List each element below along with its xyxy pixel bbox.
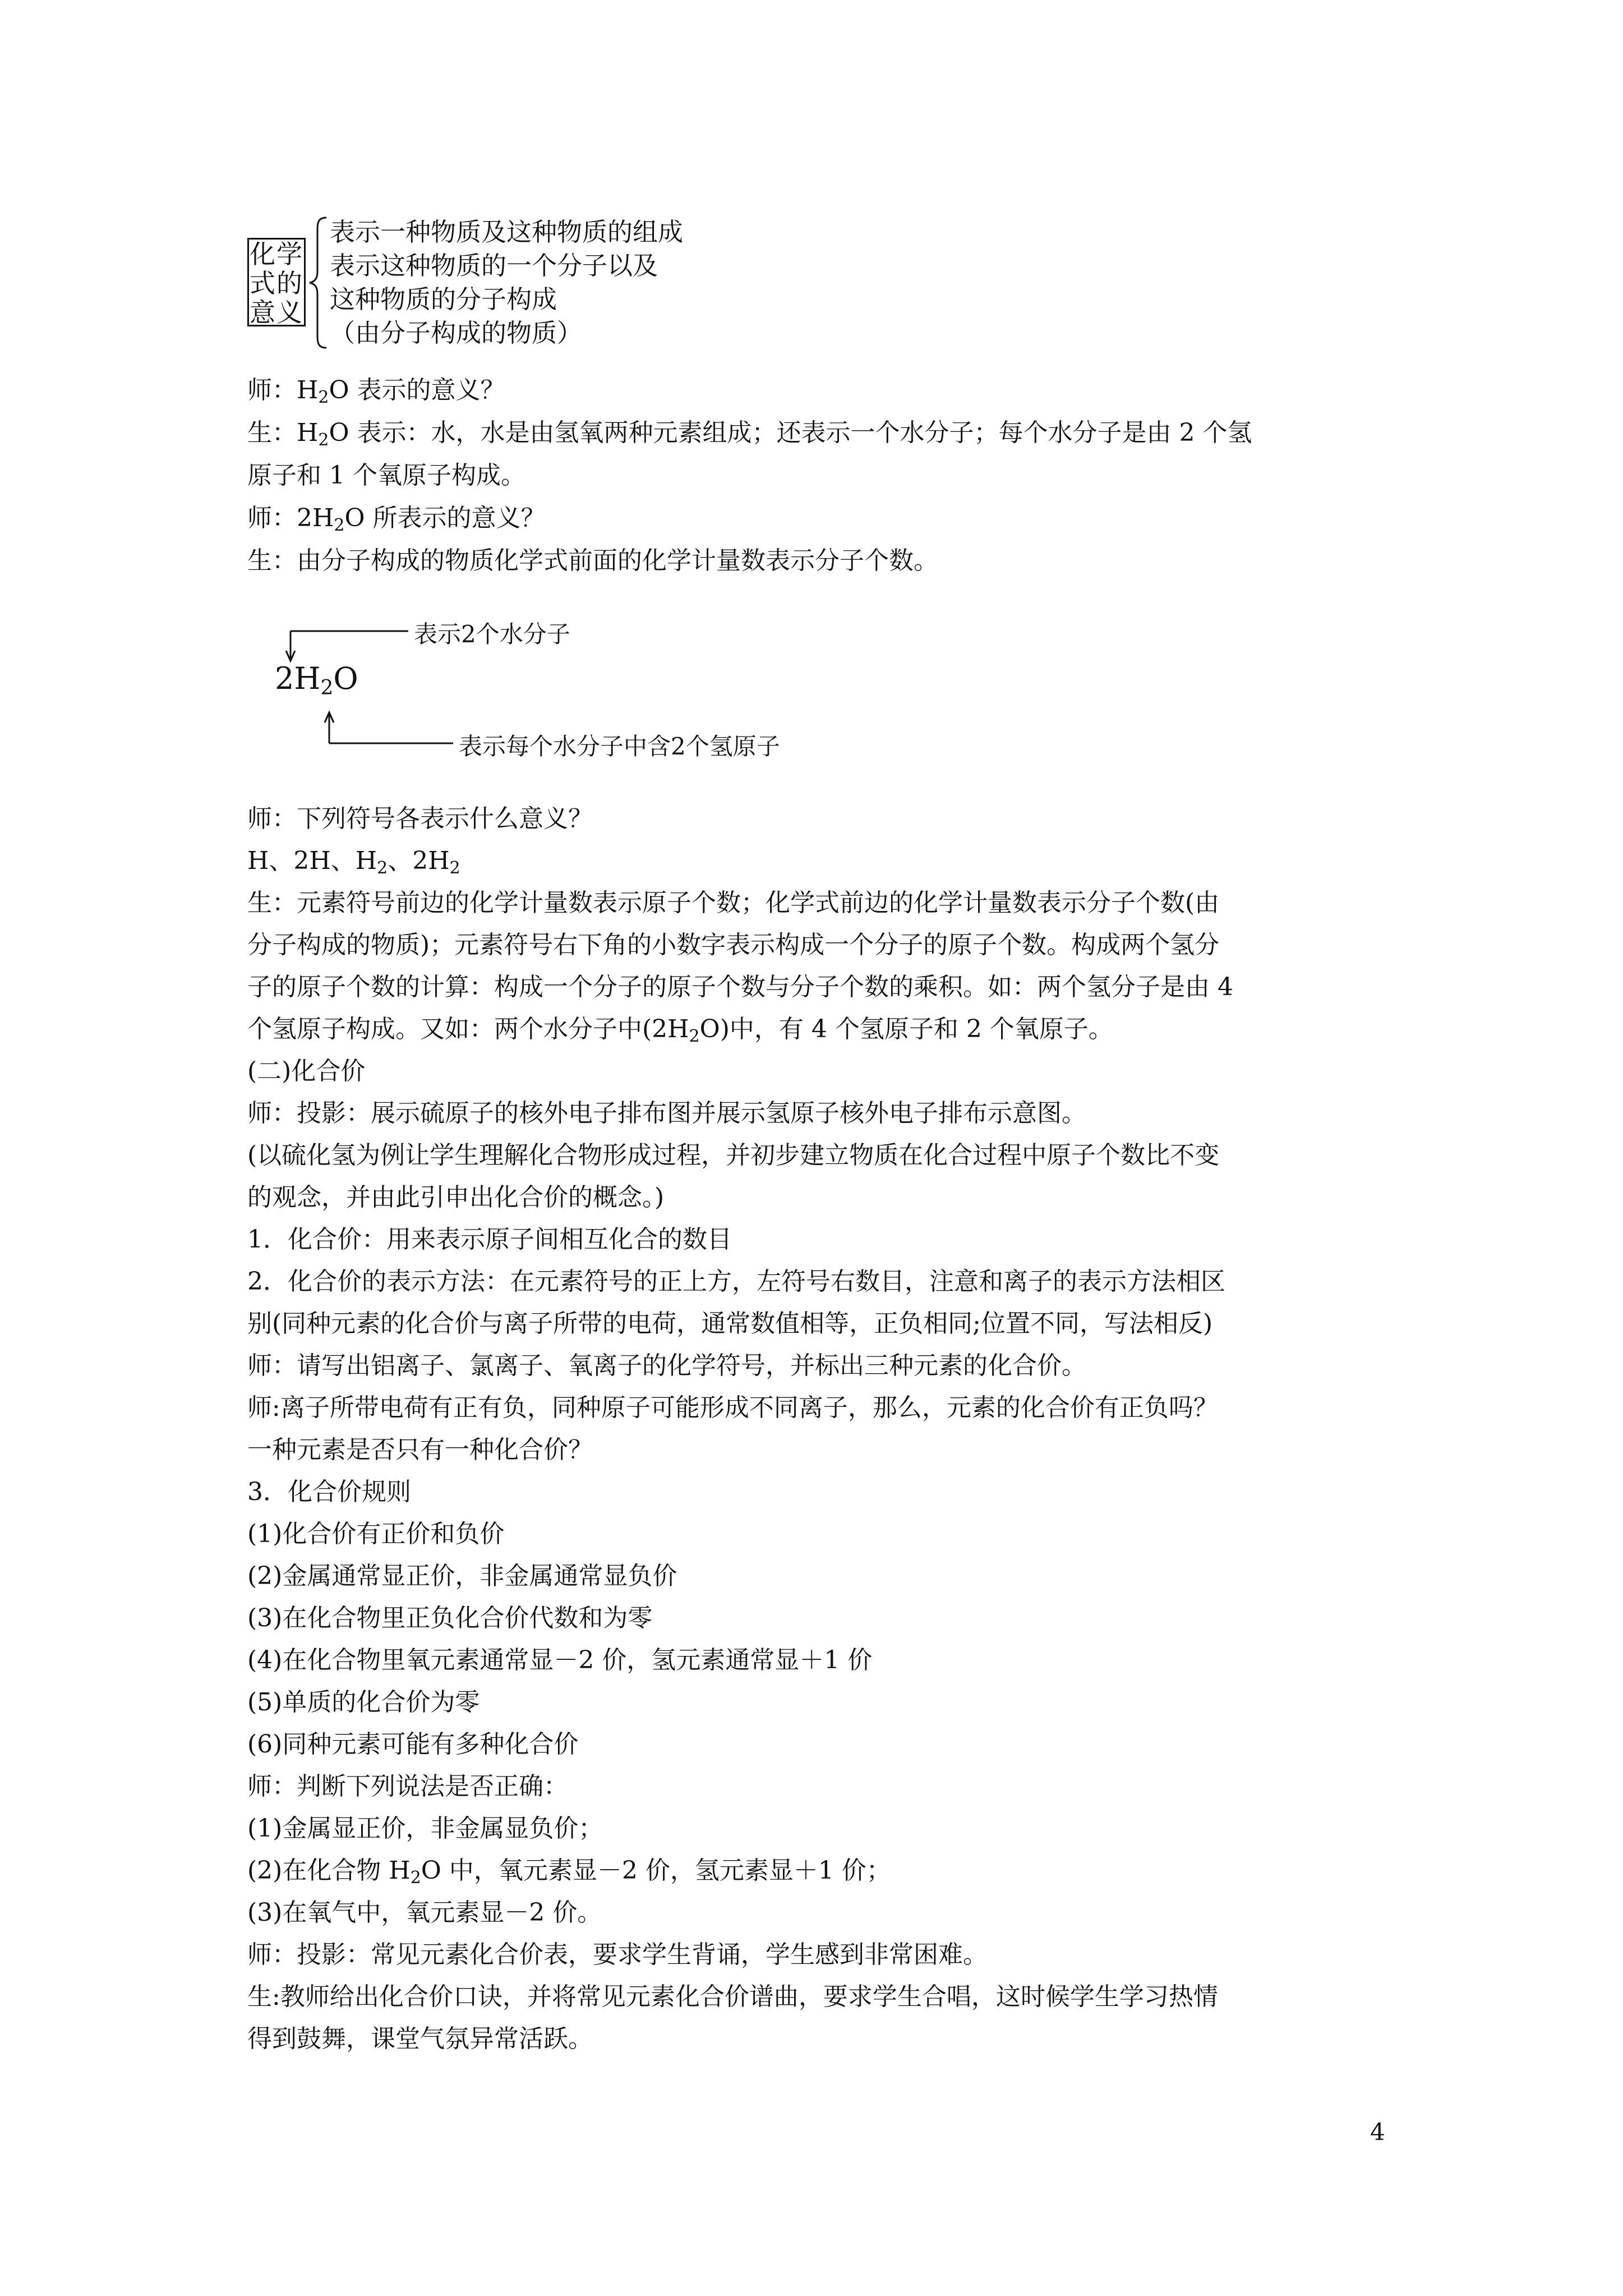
body-line: 的观念，并由此引申出化合价的概念。)	[247, 1183, 665, 1212]
brace-item: 表示一种物质及这种物质的组成	[330, 217, 684, 247]
body-line: 个氢原子构成。又如：两个水分子中$(2H_2O)$中，有 4 个氢原子和 2 个氧原子。	[247, 1015, 1113, 1046]
body-line: 师：投影：常见元素化合价表，要求学生背诵，学生感到非常困难。	[247, 1940, 988, 1969]
body-line: 生:教师给出化合价口诀，并将常见元素化合价谱曲，要求学生合唱，这时候学生学习热情	[247, 1982, 1218, 2011]
body-line: 3．化合价规则	[247, 1478, 411, 1506]
arrow-diagram	[0, 0, 1623, 785]
diagram-bottom-label: 表示每个水分子中含2个氢原子	[459, 733, 780, 760]
body-line: 别(同种元素的化合价与离子所带的电荷，通常数值相等，正负相同;位置不同，写法相反)	[247, 1309, 1213, 1338]
body-line: 1．化合价：用来表示原子间相互化合的数目	[247, 1225, 732, 1254]
brace-label-line: 式的	[250, 268, 303, 298]
brace-label-line: 化学	[250, 239, 303, 269]
body-line: (1)金属显正价，非金属显负价；	[247, 1814, 603, 1843]
brace-label-line: 意义	[250, 297, 303, 328]
body-line: 子的原子个数的计算：构成一个分子的原子个数与分子个数的乘积。如：两个氢分子是由 4	[247, 973, 1233, 1001]
dialogue-line: 生：由分子构成的物质化学式前面的化学计量数表示分子个数。	[247, 546, 938, 575]
dialogue-line: 生：$H_2O$ 表示：水，水是由氢氧两种元素组成；还表示一个水分子；每个水分子是由 2 个氢	[247, 418, 1252, 450]
dialogue-line: 师：$2H_2O$ 所表示的意义？	[247, 504, 546, 535]
body-line: 生：元素符号前边的化学计量数表示原子个数；化学式前边的化学计量数表示分子个数(由	[247, 889, 1220, 917]
body-line: (4)在化合物里氧元素通常显－2 价，氢元素通常显＋1 价	[247, 1646, 873, 1674]
body-line: (2)在化合物 $H_2O$ 中，氧元素显－2 价，氢元素显＋1 价；	[247, 1856, 891, 1888]
brace-item: （由分子构成的物质）	[330, 318, 583, 348]
body-line: 师:离子所带电荷有正有负，同种原子可能形成不同离子，那么，元素的化合价有正负吗？	[247, 1393, 1218, 1422]
diagram-top-label: 表示2个水分子	[414, 620, 570, 648]
body-line: 一种元素是否只有一种化合价？	[247, 1435, 593, 1464]
body-line: 师：投影：展示硫原子的核外电子排布图并展示氢原子核外电子排布示意图。	[247, 1099, 1086, 1128]
body-line: (3)在氧气中，氧元素显－2 价。	[247, 1898, 602, 1927]
body-line: (以硫化氢为例让学生理解化合物形成过程，并初步建立物质在化合过程中原子个数比不变	[247, 1141, 1220, 1170]
dialogue-line: 原子和 1 个氧原子构成。	[247, 461, 525, 490]
body-line: 分子构成的物质)；元素符号右下角的小数字表示构成一个分子的原子个数。构成两个氢分	[247, 931, 1220, 959]
formula-2h2o: $2H_2O$	[275, 661, 358, 700]
body-line: (5)单质的化合价为零	[247, 1688, 480, 1717]
body-line: 得到鼓舞，课堂气氛异常活跃。	[247, 2024, 593, 2053]
body-line: H、2H、$H_2$、$2H_2$	[247, 846, 460, 878]
body-line: (2)金属通常显正价，非金属通常显负价	[247, 1562, 677, 1590]
body-line: 师：下列符号各表示什么意义？	[247, 804, 593, 833]
page-number: 4	[1370, 2118, 1385, 2146]
body-line: (6)同种元素可能有多种化合价	[247, 1730, 579, 1759]
body-line: 2．化合价的表示方法：在元素符号的正上方，左符号右数目，注意和离子的表示方法相区	[247, 1267, 1225, 1296]
dialogue-line: 师：$H_2O$ 表示的意义？	[247, 376, 505, 407]
body-line: (1)化合价有正价和负价	[247, 1520, 505, 1548]
brace-item: 这种物质的分子构成	[330, 284, 557, 314]
body-line: 师：判断下列说法是否正确：	[247, 1772, 568, 1801]
body-line: (3)在化合物里正负化合价代数和为零	[247, 1604, 653, 1632]
body-line: 师：请写出铝离子、氯离子、氧离子的化学符号，并标出三种元素的化合价。	[247, 1351, 1086, 1380]
brace-item: 表示这种物质的一个分子以及	[330, 251, 658, 280]
section-heading: (二)化合价	[247, 1057, 366, 1085]
